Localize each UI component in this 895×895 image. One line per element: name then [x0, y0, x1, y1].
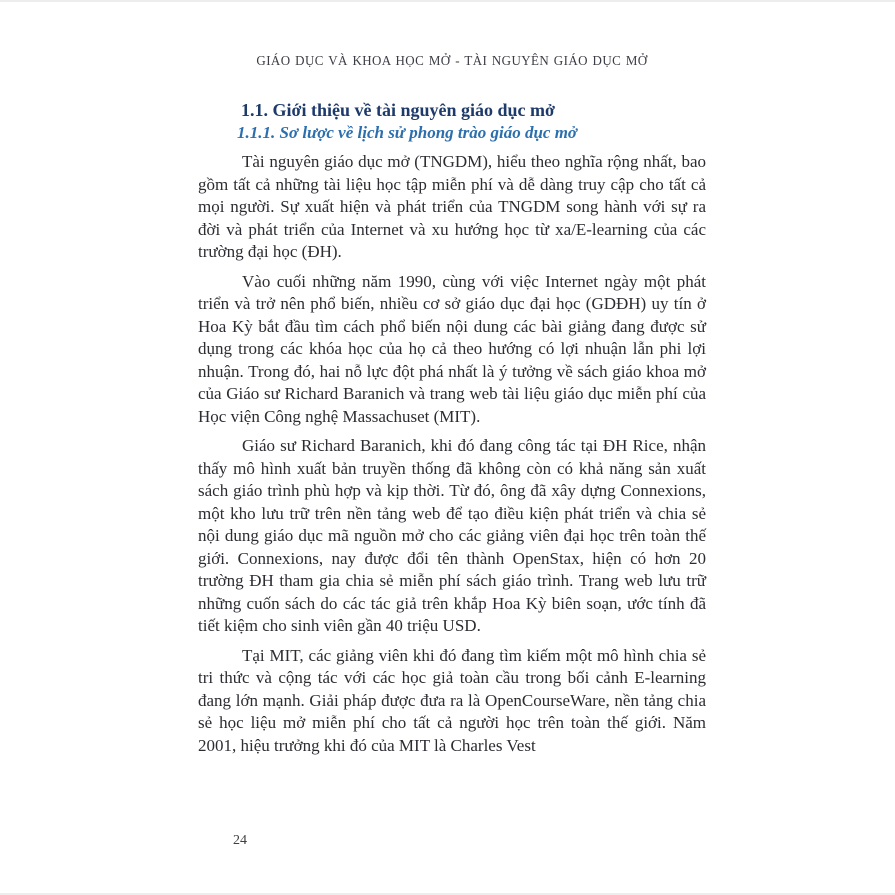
paragraph-intro-tngdm: Tài nguyên giáo dục mở (TNGDM), hiểu theo nghĩa rộng nhất, bao gồm tất cả những tài liệu học tập miễn phí và dễ dàng truy cập cho tất cả mọi người. Sự xuất hiện và phát triển của TNGDM song hành với sự ra đời và phát triển của Internet và xu hướng học từ xa/E-learning của các trường đại học (ĐH).	[198, 152, 706, 261]
paragraph-connexions-openstax: Giáo sư Richard Baranich, khi đó đang công tác tại ĐH Rice, nhận thấy mô hình xuất bản truyền thống đã không còn có khả năng sản xuất sách giáo trình phù hợp và kịp thời. Từ đó, ông đã xây dựng Connexions, một kho lưu trữ trên nền tảng web để tạo điều kiện phát triển và chia sẻ nội dung giáo dục mã nguồn mở cho các giảng viên đại học trên toàn thế giới. Connexions, nay được đổi tên thành OpenStax, hiện có hơn 20 trường ĐH tham gia chia sẻ miễn phí sách giáo trình. Trang web lưu trữ những cuốn sách do các tác giả trên khắp Hoa Kỳ biên soạn, ước tính đã tiết kiệm cho sinh viên gần 40 triệu USD.	[198, 436, 706, 635]
body-text	[198, 151, 706, 757]
text-column	[198, 53, 706, 764]
paragraph-mit-opencourseware: Tại MIT, các giảng viên khi đó đang tìm kiếm một mô hình chia sẻ tri thức và cộng tác với các học giả toàn cầu trong bối cảnh E-learning đang lớn mạnh. Giải pháp được đưa ra là OpenCourseWare, nền tảng chia sẻ học liệu mở miễn phí cho tất cả người học trên toàn thế giới. Năm 2001, hiệu trưởng khi đó của MIT là Charles Vest	[198, 645, 706, 755]
page-top-edge	[0, 0, 895, 2]
subsection-heading: 1.1.1. Sơ lược về lịch sử phong trào giáo dục mở	[237, 123, 578, 142]
paragraph-1990s-history: Vào cuối những năm 1990, cùng với việc Internet ngày một phát triển và trở nên phổ biến, nhiều cơ sở giáo dục đại học (GDĐH) uy tín ở Hoa Kỳ bắt đầu tìm cách phổ biến nội dung các bài giảng đang được sử dụng trong các khóa học của họ cả theo hướng có lợi nhuận lẫn phi lợi nhuận. Trong đó, hai nỗ lực đột phá nhất là ý tưởng về sách giáo khoa mở của Giáo sư Richard Baranich và trang web tài liệu giáo dục miễn phí của Học viện Công nghệ Massachuset (MIT).	[198, 271, 706, 426]
section-heading: 1.1. Giới thiệu về tài nguyên giáo dục mở	[241, 100, 555, 120]
running-header: GIÁO DỤC VÀ KHOA HỌC MỞ - TÀI NGUYÊN GIÁO DỤC MỞ	[256, 52, 648, 69]
page-number: 24	[233, 833, 247, 848]
